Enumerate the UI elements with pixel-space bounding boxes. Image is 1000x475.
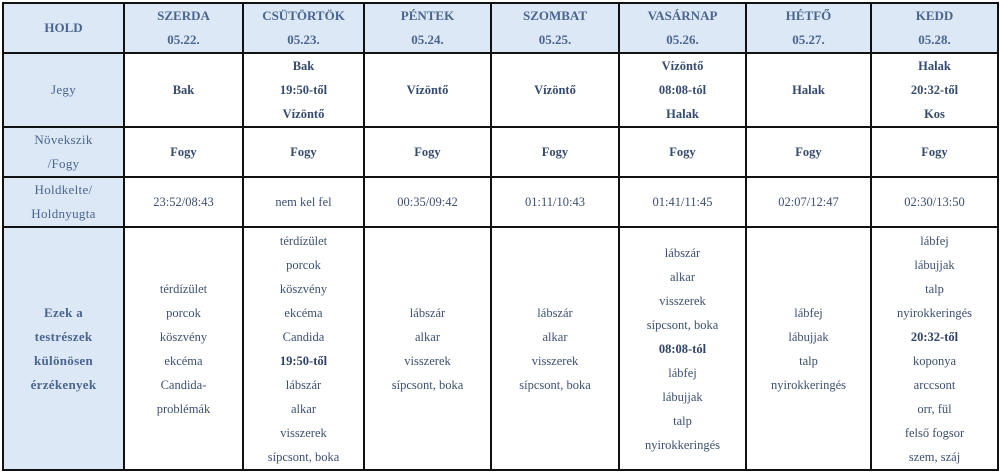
body-part: Candida: [282, 329, 325, 344]
row-label-sign: Jegy: [3, 53, 124, 127]
header-row: [3, 3, 998, 53]
day-name: VASÁRNAP: [647, 8, 718, 23]
corner-label: HOLD: [3, 3, 124, 53]
rise-set-cell: nem kel fel: [243, 177, 364, 227]
body-part: sípcsont, boka: [391, 377, 464, 392]
body-parts-cell: [243, 227, 364, 470]
label-line: testrészek: [34, 328, 93, 344]
body-part: nyirokkeringés: [897, 305, 972, 320]
phase-cell: Fogy: [619, 127, 746, 177]
cell-line: Halak: [918, 59, 951, 73]
cell-line: 19:50-től: [279, 83, 328, 97]
body-part: lábfej: [794, 305, 823, 320]
body-part: felső fogsor: [904, 425, 965, 440]
body-part: térdízület: [279, 233, 328, 248]
day-date: 05.27.: [792, 32, 825, 47]
body-part: lábszár: [664, 245, 701, 260]
cell-line: 20:32-től: [910, 83, 959, 97]
body-part: problémák: [156, 401, 211, 416]
body-part: talp: [925, 281, 944, 296]
body-part: ekcéma: [284, 305, 323, 320]
sign-cell: [364, 53, 491, 127]
cell-line: Halak: [792, 83, 825, 97]
moon-calendar-table: [2, 2, 999, 471]
rise-set-cell: 01:11/10:43: [491, 177, 619, 227]
row-label-body-parts: [3, 227, 124, 470]
day-name: CSÜTÖRTÖK: [262, 8, 345, 23]
rise-set-cell: 00:35/09:42: [364, 177, 491, 227]
body-part: porcok: [286, 257, 321, 272]
day-date: 05.24.: [411, 32, 444, 47]
body-part: porcok: [166, 305, 201, 320]
phase-cell: Fogy: [243, 127, 364, 177]
body-part: lábszár: [537, 305, 573, 320]
day-date: 05.23.: [287, 32, 320, 47]
cell-line: 08:08-tól: [658, 83, 707, 97]
body-part: lábujjak: [914, 257, 955, 272]
sign-cell: [746, 53, 871, 127]
day-name: SZERDA: [157, 8, 210, 23]
rise-set-cell: 01:41/11:45: [619, 177, 746, 227]
label-line: Holdkelte/: [34, 182, 93, 197]
day-name: SZOMBAT: [522, 8, 588, 23]
phase-cell: Fogy: [364, 127, 491, 177]
sign-cell: [871, 53, 998, 127]
day-header: [243, 3, 364, 53]
body-part: Candida-: [160, 377, 207, 392]
body-part: sípcsont, boka: [267, 449, 340, 464]
day-name: KEDD: [915, 8, 954, 23]
body-part: lábujjak: [662, 389, 703, 404]
row-label-phase: [3, 127, 124, 177]
sign-cell: [619, 53, 746, 127]
sign-row: [3, 53, 998, 127]
body-part: köszvény: [159, 329, 208, 344]
rise-set-row: [3, 177, 998, 227]
phase-cell: Fogy: [124, 127, 243, 177]
time-marker: 19:50-től: [279, 353, 328, 368]
body-parts-cell: [871, 227, 998, 470]
body-part: orr, fül: [917, 401, 952, 416]
body-part: talp: [673, 413, 692, 428]
body-part: ekcéma: [164, 353, 203, 368]
phase-cell: Fogy: [871, 127, 998, 177]
day-header: [491, 3, 619, 53]
cell-line: Halak: [666, 107, 699, 121]
label-line: /Fogy: [47, 156, 80, 171]
body-part: térdízület: [159, 281, 208, 296]
body-parts-cell: [746, 227, 871, 470]
day-header: [124, 3, 243, 53]
phase-cell: Fogy: [491, 127, 619, 177]
day-header: [619, 3, 746, 53]
label-line: érzékenyek: [30, 376, 97, 392]
day-header: [746, 3, 871, 53]
label-line: Holdnyugta: [31, 206, 96, 221]
day-date: 05.25.: [538, 32, 572, 47]
day-date: 05.28.: [918, 32, 951, 47]
body-part: nyirokkeringés: [771, 377, 846, 392]
sign-cell: [243, 53, 364, 127]
row-label-rise-set: [3, 177, 124, 227]
cell-line: Kos: [924, 107, 945, 121]
body-parts-cell: [619, 227, 746, 470]
body-part: lábfej: [668, 365, 697, 380]
day-date: 05.26.: [666, 32, 699, 47]
body-parts-cell: [364, 227, 491, 470]
cell-line: Vízöntő: [661, 59, 704, 73]
rise-set-cell: 02:30/13:50: [871, 177, 998, 227]
body-part: visszerek: [531, 353, 579, 368]
body-part: alkar: [415, 329, 440, 344]
body-part: lábszár: [409, 305, 446, 320]
cell-line: Vízöntő: [534, 83, 576, 97]
body-part: visszerek: [280, 425, 327, 440]
cell-line: Vízöntő: [282, 107, 325, 121]
body-part: visszerek: [404, 353, 451, 368]
body-part: köszvény: [279, 281, 328, 296]
body-parts-cell: [124, 227, 243, 470]
cell-line: Bak: [292, 59, 315, 73]
cell-line: Bak: [172, 83, 195, 97]
body-part: lábujjak: [788, 329, 829, 344]
body-part: sípcsont, boka: [519, 377, 591, 392]
body-part: szem, száj: [908, 449, 961, 464]
body-part: lábszár: [285, 377, 322, 392]
body-part: alkar: [542, 329, 568, 344]
body-part: sípcsont, boka: [646, 317, 719, 332]
day-header: [871, 3, 998, 53]
body-part: alkar: [670, 269, 695, 284]
body-parts-cell: [491, 227, 619, 470]
rise-set-cell: 23:52/08:43: [124, 177, 243, 227]
body-part: arccsont: [913, 377, 956, 392]
rise-set-cell: 02:07/12:47: [746, 177, 871, 227]
phase-row: [3, 127, 998, 177]
body-parts-row: [3, 227, 998, 470]
label-line: különösen: [33, 352, 94, 368]
body-part: talp: [799, 353, 818, 368]
body-part: lábfej: [920, 233, 949, 248]
body-part: visszerek: [659, 293, 706, 308]
sign-cell: [491, 53, 619, 127]
time-marker: 08:08-tól: [658, 341, 707, 356]
day-date: 05.22.: [167, 32, 200, 47]
day-name: HÉTFŐ: [785, 8, 832, 23]
day-header: [364, 3, 491, 53]
body-part: koponya: [912, 353, 957, 368]
body-part: alkar: [291, 401, 316, 416]
label-line: Növekszik: [34, 132, 93, 147]
sign-cell: [124, 53, 243, 127]
cell-line: Vízöntő: [406, 83, 449, 97]
label-line: Ezek a: [44, 304, 83, 320]
time-marker: 20:32-től: [910, 329, 959, 344]
day-name: PÉNTEK: [400, 8, 455, 23]
phase-cell: Fogy: [746, 127, 871, 177]
body-part: nyirokkeringés: [645, 437, 720, 452]
